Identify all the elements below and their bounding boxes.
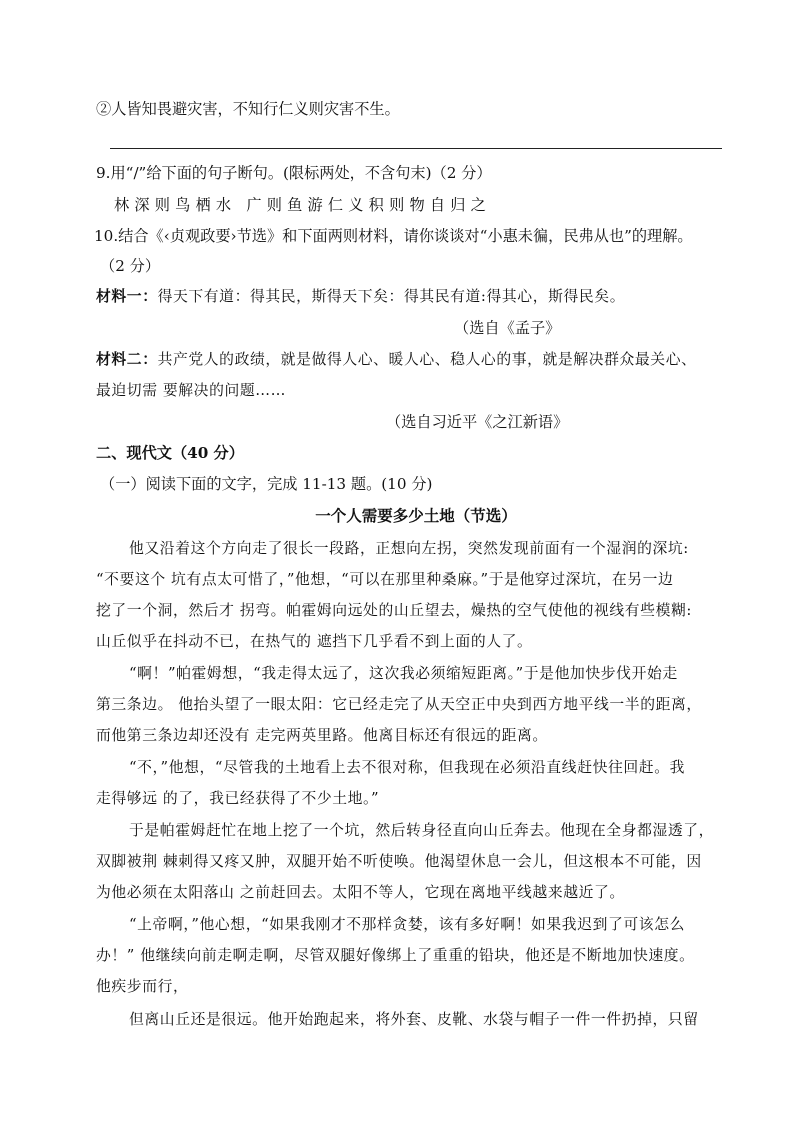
q10-score: （2 分）	[100, 257, 161, 275]
material2-text: 共产党人的政绩，就是做得人心、暖人心、稳人心的事，就是解决群众最关心、	[157, 351, 697, 368]
q8-answer-line: ②人皆知畏避灾害，不知行仁义则灾害不生。	[96, 100, 400, 118]
section-heading: 二、现代文（40 分）	[96, 444, 244, 462]
article-line: 办！” 他继续向前走啊走啊，尽管双腿好像绑上了重重的铅块，他还是不断地加快速度。	[96, 947, 695, 964]
article-line: 他又沿着这个方向走了很长一段路，正想向左拐，突然发现前面有一个湿润的深坑:	[129, 540, 689, 557]
material1-label: 材料一：	[96, 288, 158, 305]
article-line: 走得够远 的了，我已经获得了不少土地。”	[96, 790, 380, 807]
material2-source: （选自习近平《之江新语》	[386, 413, 569, 431]
article-line: “不要这个 坑有点太可惜了，”他想，“可以在那里种桑麻。”于是他穿过深坑，在另一边	[96, 571, 674, 588]
q9-prompt: 9.用“/”给下面的句子断句。(限标两处，不含句末)（2 分）	[96, 164, 492, 182]
article-line: 于是帕霍姆赶忙在地上挖了一个坑，然后转身径直向山丘奔去。他现在全身都湿透了，	[129, 822, 715, 839]
q9-sentence: 林深则鸟栖水 广则鱼游仁义积则物自归之	[114, 196, 492, 214]
article-line: 挖了一个洞，然后才 拐弯。帕霍姆向远处的山丘望去，燥热的空气使他的视线有些模糊:	[96, 602, 692, 619]
article-line: 而他第三条边却还没有 走完两英里路。他离目标还有很远的距离。	[96, 727, 548, 744]
material2-label: 材料二：	[96, 351, 158, 368]
material1-text: 得天下有道：得其民，斯得天下矣：得其民有道:得其心，斯得民矣。	[157, 288, 626, 305]
article-title: 一个人需要多少土地（节选）	[315, 506, 517, 525]
article-line: 第三条边。 他抬头望了一眼太阳：它已经走完了从天空正中央到西方地平线一半的距离，	[96, 696, 702, 713]
article-line: 为他必须在太阳落山 之前赶回去。太阳不等人，它现在离地平线越来越近了。	[96, 884, 625, 901]
reading-instruction: （一）阅读下面的文字，完成 11-13 题。(10 分)	[100, 475, 433, 493]
q10-prompt: 10.结合《‹贞观政要›节选》和下面两则材料，请你谈谈对“小惠未徧，民弗从也”的理解。	[94, 227, 693, 245]
article-line: 山丘似乎在抖动不已，在热气的 遮挡下几乎看不到上面的人了。	[96, 633, 533, 650]
material1	[96, 287, 625, 307]
material1-source: （选自《孟子》	[454, 319, 561, 337]
article-line: 但离山丘还是很远。他开始跑起来，将外套、皮靴、水袋与帽子一件一件扔掉，只留	[129, 1011, 699, 1028]
article-line: 双脚被荆 棘刺得又疼又肿，双腿开始不听使唤。他渴望休息一会儿，但这根本不可能，因	[96, 853, 702, 870]
article-line: 他疾步而行，	[96, 978, 189, 995]
material2-line-1	[96, 350, 697, 370]
article-line: “啊！”帕霍姆想，“我走得太远了，这次我必须缩短距离。”于是他加快步伐开始走	[129, 665, 678, 682]
material2-line-2: 最迫切需 要解决的问题……	[96, 382, 287, 399]
answer-underline	[110, 148, 722, 149]
article-line: “不，”他想，“尽管我的土地看上去不很对称，但我现在必须沿直线赶快往回赶。我	[129, 759, 685, 776]
article-line: “上帝啊，”他心想，“如果我刚才不那样贪婪，该有多好啊！如果我迟到了可该怎么	[129, 916, 685, 933]
